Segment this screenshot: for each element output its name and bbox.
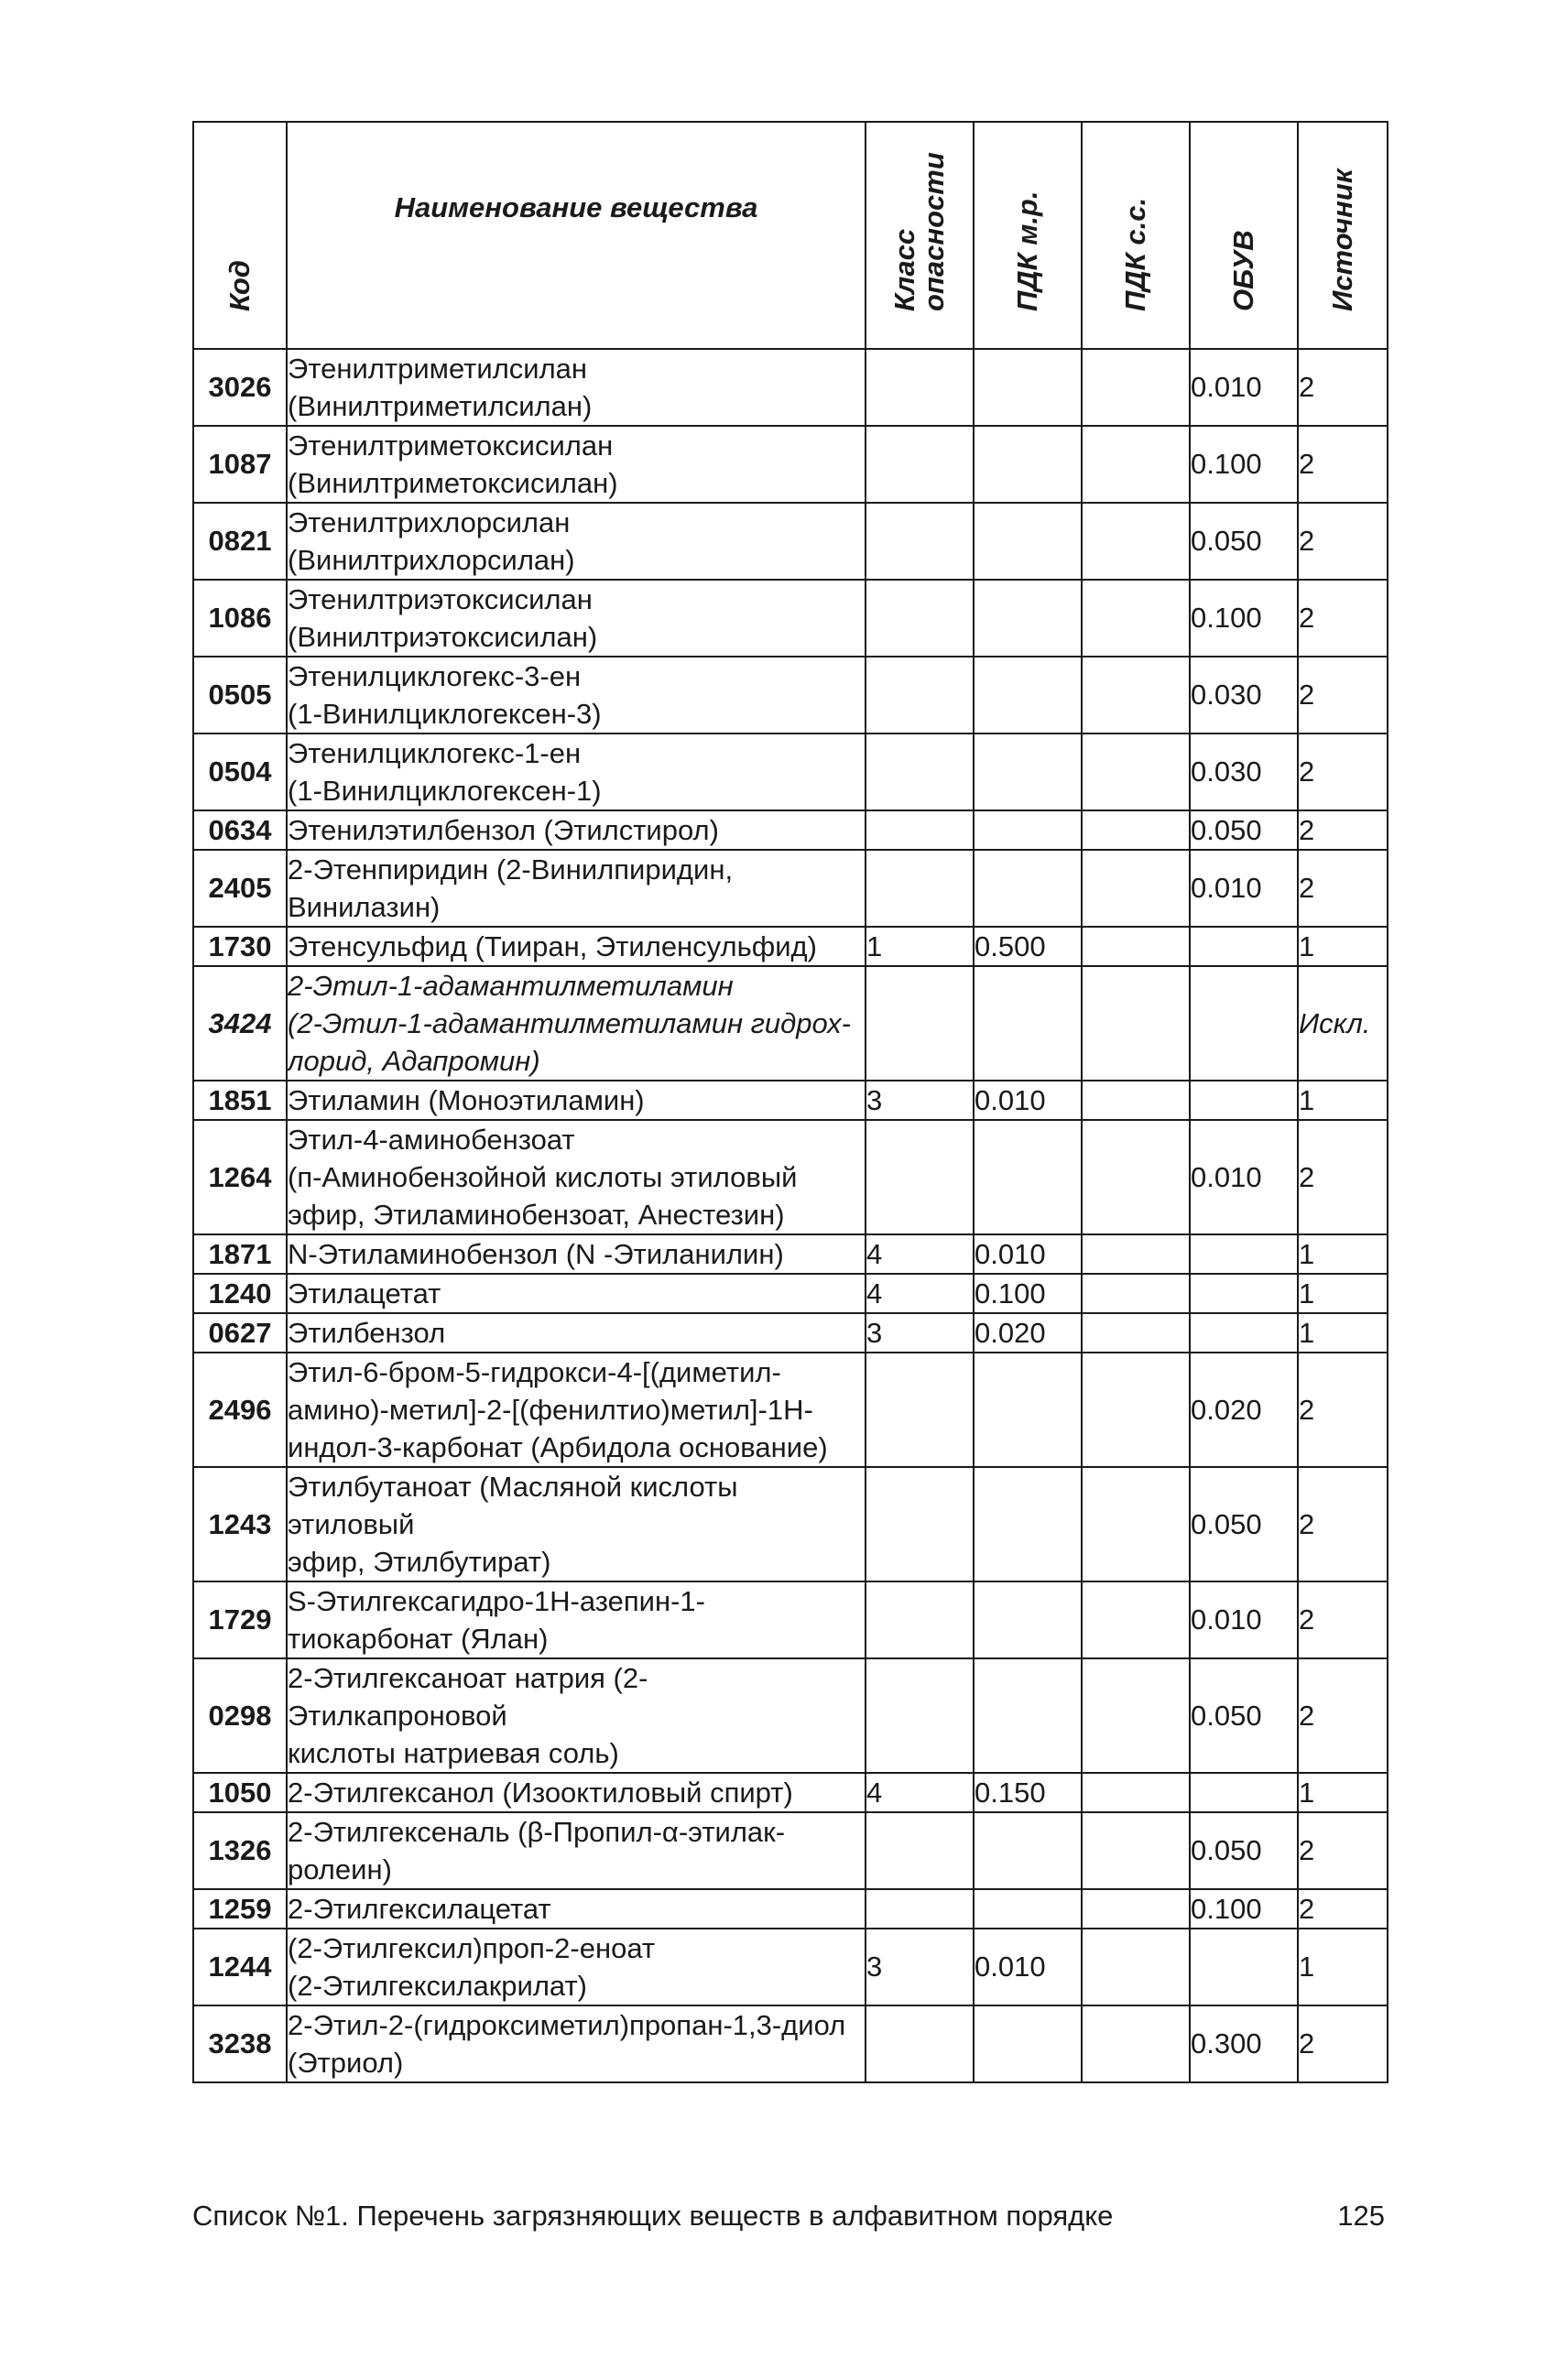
cell-name-line: Этенилциклогекс-3-ен (288, 660, 582, 692)
cell-pdk-mr: 0.010 (974, 1929, 1082, 2005)
cell-code: 1050 (193, 1773, 287, 1812)
cell-code: 1240 (193, 1274, 287, 1313)
cell-pdk-mr: 0.020 (974, 1313, 1082, 1353)
cell-name (287, 1773, 866, 1812)
cell-obuv: 0.100 (1190, 426, 1298, 503)
cell-code: 0634 (193, 810, 287, 850)
cell-name (287, 1274, 866, 1313)
cell-pdk-mr (974, 734, 1082, 810)
cell-name-line: (2-Этилгексил)проп-2-еноат (288, 1932, 656, 1964)
cell-pdk-mr: 0.100 (974, 1274, 1082, 1313)
cell-obuv: 0.100 (1190, 580, 1298, 657)
cell-name (287, 580, 866, 657)
cell-pdk-ss (1082, 850, 1190, 927)
cell-pdk-ss (1082, 426, 1190, 503)
cell-obuv: 0.030 (1190, 657, 1298, 734)
cell-hazard-class (866, 2005, 974, 2082)
cell-pdk-mr (974, 1467, 1082, 1581)
table-row (193, 426, 1388, 503)
cell-pdk-ss (1082, 580, 1190, 657)
cell-code: 1259 (193, 1889, 287, 1929)
cell-pdk-ss (1082, 1581, 1190, 1658)
cell-hazard-class (866, 850, 974, 927)
header-code-label: Код (223, 260, 256, 311)
cell-name-line: (п-Аминобензойной кислоты этиловый (288, 1161, 798, 1193)
cell-code: 0298 (193, 1658, 287, 1773)
cell-name-line: (Этриол) (288, 2047, 404, 2079)
cell-obuv: 0.050 (1190, 503, 1298, 580)
cell-name-line: (Винилтриметоксисилан) (288, 467, 618, 499)
header-pdk-ss (1082, 122, 1190, 349)
header-pdk-ss-label: ПДК с.с. (1119, 197, 1151, 311)
table-row (193, 1234, 1388, 1274)
cell-code: 0504 (193, 734, 287, 810)
table-row (193, 580, 1388, 657)
cell-code: 1086 (193, 580, 287, 657)
cell-source: 1 (1298, 1313, 1388, 1353)
cell-hazard-class: 1 (866, 927, 974, 966)
cell-name (287, 1353, 866, 1467)
cell-name-line: 2-Этилгексеналь (β-Пропил-α-этилак- (288, 1816, 786, 1848)
cell-name-line: лорид, Адапромин) (288, 1045, 540, 1077)
cell-pdk-ss (1082, 1467, 1190, 1581)
cell-hazard-class (866, 1889, 974, 1929)
table-row (193, 1812, 1388, 1889)
cell-source: 2 (1298, 1581, 1388, 1658)
table-row (193, 850, 1388, 927)
cell-name (287, 1120, 866, 1234)
cell-name-line: Этенсульфид (Тииран, Этиленсульфид) (288, 930, 817, 962)
cell-pdk-ss (1082, 810, 1190, 850)
cell-hazard-class: 4 (866, 1274, 974, 1313)
cell-code: 1730 (193, 927, 287, 966)
cell-hazard-class: 3 (866, 1313, 974, 1353)
cell-pdk-mr (974, 503, 1082, 580)
cell-obuv: 0.020 (1190, 1353, 1298, 1467)
table-row (193, 503, 1388, 580)
cell-hazard-class (866, 1353, 974, 1467)
cell-hazard-class (866, 1812, 974, 1889)
cell-source: 2 (1298, 657, 1388, 734)
cell-pdk-mr: 0.150 (974, 1773, 1082, 1812)
table-header-row (193, 122, 1388, 349)
cell-name-line: (Винилтриметилсилан) (288, 390, 593, 422)
cell-name-line: Этил-6-бром-5-гидрокси-4-[(диметил- (288, 1356, 781, 1388)
table-row (193, 1929, 1388, 2005)
cell-pdk-ss (1082, 927, 1190, 966)
cell-pdk-mr: 0.500 (974, 927, 1082, 966)
table-row (193, 734, 1388, 810)
cell-pdk-mr (974, 657, 1082, 734)
header-source-label: Источник (1326, 168, 1358, 311)
table-row (193, 1467, 1388, 1581)
cell-hazard-class (866, 1658, 974, 1773)
substances-table (192, 121, 1388, 2083)
cell-pdk-mr (974, 1581, 1082, 1658)
cell-name-line: кислоты натриевая соль) (288, 1737, 619, 1769)
cell-name-line: Этилацетат (288, 1277, 441, 1310)
cell-obuv (1190, 1234, 1298, 1274)
cell-obuv: 0.100 (1190, 1889, 1298, 1929)
cell-name-line: 2-Этилгексаноат натрия (2-Этилкапроновой (288, 1662, 648, 1732)
table-row (193, 1081, 1388, 1120)
cell-source: 2 (1298, 1120, 1388, 1234)
cell-source: 1 (1298, 1234, 1388, 1274)
cell-source: 1 (1298, 1773, 1388, 1812)
cell-name (287, 657, 866, 734)
cell-name (287, 1081, 866, 1120)
table-row (193, 2005, 1388, 2082)
cell-source: Искл. (1298, 966, 1388, 1081)
cell-name (287, 966, 866, 1081)
cell-source: 2 (1298, 1658, 1388, 1773)
cell-name (287, 1467, 866, 1581)
cell-code: 1729 (193, 1581, 287, 1658)
cell-name-line: 2-Этилгексилацетат (288, 1893, 551, 1925)
cell-obuv: 0.010 (1190, 850, 1298, 927)
cell-name-line: индол-3-карбонат (Арбидола основание) (288, 1431, 828, 1463)
cell-source: 2 (1298, 810, 1388, 850)
cell-pdk-mr: 0.010 (974, 1234, 1082, 1274)
cell-obuv: 0.300 (1190, 2005, 1298, 2082)
cell-hazard-class (866, 1467, 974, 1581)
cell-pdk-mr (974, 1120, 1082, 1234)
cell-name (287, 426, 866, 503)
cell-hazard-class (866, 810, 974, 850)
cell-code: 3424 (193, 966, 287, 1081)
header-pdk-mr-label: ПДК м.р. (1011, 190, 1043, 311)
cell-pdk-mr (974, 966, 1082, 1081)
cell-name-line: амино)-метил]-2-[(фенилтио)метил]-1Н- (288, 1394, 813, 1426)
cell-name (287, 1581, 866, 1658)
cell-obuv: 0.010 (1190, 349, 1298, 426)
cell-name (287, 1812, 866, 1889)
cell-source: 2 (1298, 1353, 1388, 1467)
cell-source: 2 (1298, 503, 1388, 580)
cell-obuv (1190, 1081, 1298, 1120)
cell-code: 3026 (193, 349, 287, 426)
cell-obuv (1190, 1929, 1298, 2005)
cell-name (287, 850, 866, 927)
cell-hazard-class (866, 1120, 974, 1234)
cell-name-line: эфир, Этилбутират) (288, 1546, 551, 1578)
cell-hazard-class (866, 657, 974, 734)
table-row (193, 1581, 1388, 1658)
cell-pdk-ss (1082, 1773, 1190, 1812)
cell-source: 1 (1298, 927, 1388, 966)
cell-pdk-ss (1082, 1353, 1190, 1467)
cell-name-line: (Винилтриэтоксисилан) (288, 621, 598, 653)
cell-obuv (1190, 966, 1298, 1081)
cell-hazard-class (866, 426, 974, 503)
cell-pdk-mr (974, 1658, 1082, 1773)
table-row (193, 1313, 1388, 1353)
cell-name-line: тиокарбонат (Ялан) (288, 1623, 549, 1655)
cell-source: 1 (1298, 1929, 1388, 2005)
cell-pdk-ss (1082, 1313, 1190, 1353)
cell-code: 2496 (193, 1353, 287, 1467)
header-source (1298, 122, 1388, 349)
cell-hazard-class (866, 503, 974, 580)
cell-pdk-mr (974, 1889, 1082, 1929)
cell-name-line: Этенилциклогекс-1-ен (288, 737, 582, 769)
cell-pdk-ss (1082, 2005, 1190, 2082)
cell-obuv: 0.010 (1190, 1120, 1298, 1234)
cell-pdk-mr (974, 1353, 1082, 1467)
table-row (193, 1353, 1388, 1467)
cell-pdk-ss (1082, 1081, 1190, 1120)
cell-hazard-class: 4 (866, 1234, 974, 1274)
cell-code: 1326 (193, 1812, 287, 1889)
cell-obuv: 0.050 (1190, 1467, 1298, 1581)
cell-name-line: Этенилтриметилсилан (288, 353, 588, 385)
cell-name (287, 2005, 866, 2082)
cell-pdk-mr (974, 580, 1082, 657)
cell-obuv (1190, 1274, 1298, 1313)
cell-source: 2 (1298, 2005, 1388, 2082)
cell-code: 1871 (193, 1234, 287, 1274)
table-row (193, 810, 1388, 850)
header-code (193, 122, 287, 349)
cell-pdk-ss (1082, 1120, 1190, 1234)
cell-code: 2405 (193, 850, 287, 927)
cell-pdk-ss (1082, 1658, 1190, 1773)
cell-name (287, 503, 866, 580)
cell-pdk-mr (974, 850, 1082, 927)
cell-obuv: 0.050 (1190, 810, 1298, 850)
cell-source: 1 (1298, 1274, 1388, 1313)
cell-hazard-class (866, 1581, 974, 1658)
table-row (193, 657, 1388, 734)
cell-code: 1244 (193, 1929, 287, 2005)
cell-pdk-mr: 0.010 (974, 1081, 1082, 1120)
cell-name (287, 927, 866, 966)
cell-name (287, 1658, 866, 1773)
footer-caption: Список №1. Перечень загрязняющих веществ в алфавитном порядке (192, 2200, 1114, 2232)
cell-code: 3238 (193, 2005, 287, 2082)
cell-name-line: Этенилэтилбензол (Этилстирол) (288, 814, 719, 846)
cell-name-line: Этилбутаноат (Масляной кислоты этиловый (288, 1471, 738, 1540)
cell-name-line: Этенилтриметоксисилан (288, 429, 614, 462)
cell-source: 2 (1298, 734, 1388, 810)
cell-name-line: Этилбензол (288, 1317, 446, 1349)
cell-pdk-ss (1082, 1889, 1190, 1929)
cell-code: 0627 (193, 1313, 287, 1353)
cell-name-line: Этил-4-аминобензоат (288, 1124, 575, 1156)
cell-obuv (1190, 1773, 1298, 1812)
cell-name (287, 1929, 866, 2005)
table-row (193, 349, 1388, 426)
cell-obuv: 0.010 (1190, 1581, 1298, 1658)
cell-name (287, 1889, 866, 1929)
cell-name-line: 2-Этенпиридин (2-Винилпиридин, (288, 853, 734, 886)
cell-pdk-mr (974, 426, 1082, 503)
cell-name-line: (1-Винилциклогексен-1) (288, 775, 602, 807)
cell-name-line: ролеин) (288, 1853, 392, 1886)
cell-name (287, 1234, 866, 1274)
cell-code: 0821 (193, 503, 287, 580)
cell-pdk-mr (974, 2005, 1082, 2082)
table-row (193, 1274, 1388, 1313)
cell-name (287, 349, 866, 426)
cell-pdk-mr (974, 349, 1082, 426)
cell-name (287, 734, 866, 810)
header-hazard-class (866, 122, 974, 349)
cell-name-line: 2-Этилгексанол (Изооктиловый спирт) (288, 1777, 793, 1809)
cell-pdk-ss (1082, 1234, 1190, 1274)
cell-pdk-ss (1082, 349, 1190, 426)
header-pdk-mr (974, 122, 1082, 349)
cell-pdk-ss (1082, 1929, 1190, 2005)
cell-hazard-class (866, 349, 974, 426)
cell-name-line: (2-Этилгексилакрилат) (288, 1970, 587, 2002)
table-row (193, 927, 1388, 966)
cell-hazard-class: 3 (866, 1929, 974, 2005)
cell-hazard-class (866, 580, 974, 657)
cell-name-line: Этенилтрихлорсилан (Винилтрихлорсилан) (288, 506, 575, 576)
cell-obuv (1190, 927, 1298, 966)
cell-source: 2 (1298, 850, 1388, 927)
cell-code: 0505 (193, 657, 287, 734)
cell-pdk-ss (1082, 966, 1190, 1081)
cell-code: 1851 (193, 1081, 287, 1120)
cell-pdk-ss (1082, 1812, 1190, 1889)
cell-source: 2 (1298, 349, 1388, 426)
cell-hazard-class (866, 734, 974, 810)
cell-source: 2 (1298, 1812, 1388, 1889)
cell-pdk-ss (1082, 734, 1190, 810)
header-name: Наименование вещества (287, 122, 866, 349)
cell-name-line: 2-Этил-2-(гидроксиметил)пропан-1,3-диол (288, 2009, 846, 2041)
table-row (193, 1658, 1388, 1773)
cell-name-line: S-Этилгексагидро-1Н-азепин-1- (288, 1585, 705, 1617)
header-obuv-label: ОБУВ (1227, 230, 1259, 311)
cell-name-line: эфир, Этиламинобензоат, Анестезин) (288, 1199, 785, 1231)
cell-name-line: 2-Этил-1-адамантилметиламин (288, 970, 734, 1002)
cell-code: 1087 (193, 426, 287, 503)
cell-name-line: (1-Винилциклогексен-3) (288, 698, 602, 730)
cell-pdk-mr (974, 1812, 1082, 1889)
table-row (193, 966, 1388, 1081)
cell-obuv (1190, 1313, 1298, 1353)
cell-name-line: Этенилтриэтоксисилан (288, 583, 593, 615)
cell-source: 2 (1298, 580, 1388, 657)
cell-pdk-ss (1082, 1274, 1190, 1313)
cell-obuv: 0.030 (1190, 734, 1298, 810)
cell-obuv: 0.050 (1190, 1812, 1298, 1889)
cell-pdk-ss (1082, 657, 1190, 734)
cell-name-line: N-Этиламинобензол (N -Этиланилин) (288, 1238, 784, 1270)
cell-name-line: (2-Этил-1-адамантилметиламин гидрох- (288, 1007, 851, 1039)
cell-source: 2 (1298, 1467, 1388, 1581)
cell-name (287, 810, 866, 850)
cell-name-line: Винилазин) (288, 891, 441, 923)
table-row (193, 1773, 1388, 1812)
cell-pdk-mr (974, 810, 1082, 850)
table-row (193, 1889, 1388, 1929)
cell-hazard-class: 4 (866, 1773, 974, 1812)
page-number: 125 (1337, 2200, 1385, 2232)
header-hazard-class-label: Класс опасности (888, 152, 950, 311)
cell-code: 1264 (193, 1120, 287, 1234)
header-obuv (1190, 122, 1298, 349)
cell-source: 2 (1298, 426, 1388, 503)
cell-name-line: Этиламин (Моноэтиламин) (288, 1084, 645, 1116)
cell-code: 1243 (193, 1467, 287, 1581)
cell-obuv: 0.050 (1190, 1658, 1298, 1773)
cell-source: 2 (1298, 1889, 1388, 1929)
cell-name (287, 1313, 866, 1353)
cell-source: 1 (1298, 1081, 1388, 1120)
cell-hazard-class (866, 966, 974, 1081)
cell-hazard-class: 3 (866, 1081, 974, 1120)
cell-pdk-ss (1082, 503, 1190, 580)
table-row (193, 1120, 1388, 1234)
